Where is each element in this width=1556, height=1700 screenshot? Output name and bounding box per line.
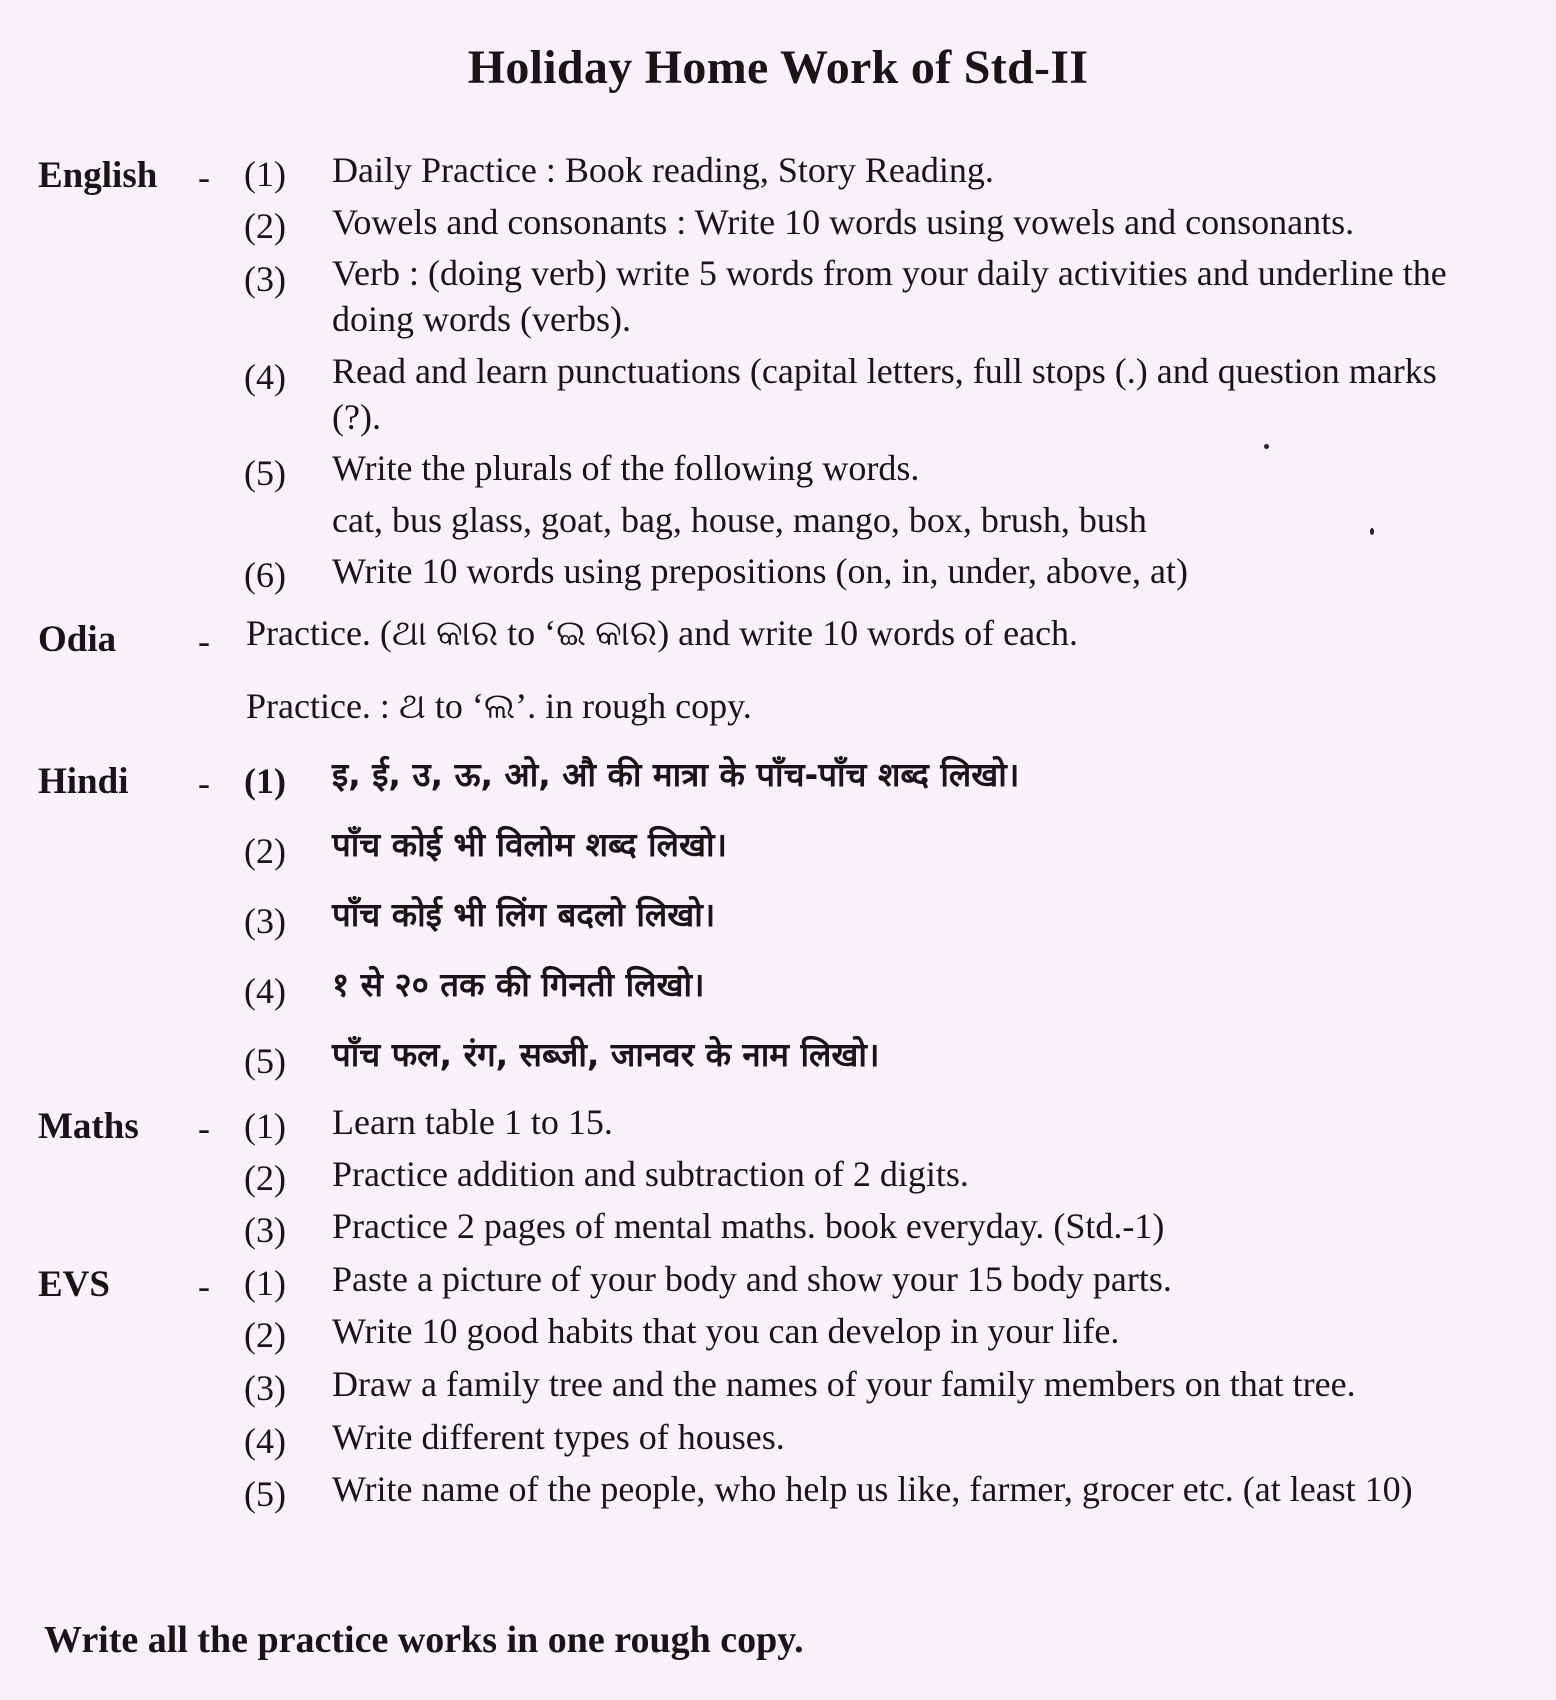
subject-dash: - (198, 1266, 210, 1306)
hindi-item-text: १ से २० तक की गिनती लिखो। (332, 965, 705, 1004)
subject-dash: - (198, 1108, 210, 1148)
evs-item-number: (1) (244, 1263, 286, 1303)
maths-item-text: Practice 2 pages of mental maths. book everyday. (Std.-1) (332, 1206, 1165, 1246)
scan-speck (1370, 528, 1374, 535)
evs-item-number: (2) (244, 1315, 286, 1355)
scan-speck (1264, 444, 1269, 449)
page-title: Holiday Home Work of Std-II (467, 41, 1089, 94)
english-item-text: Verb : (doing verb) write 5 words from your daily activities and underline the doing words (verbs). (332, 253, 1447, 339)
hindi-item-text: पाँच कोई भी लिंग बदलो लिखो। (332, 895, 716, 934)
hindi-item-text: पाँच कोई भी विलोम शब्द लिखो। (332, 825, 728, 864)
english-item-text: Daily Practice : Book reading, Story Reading. (332, 150, 994, 190)
english-item-number: (5) (244, 453, 286, 493)
english-item-text: Write the plurals of the following words. (332, 448, 920, 488)
subject-maths: Maths (38, 1106, 139, 1147)
subject-odia: Odia (38, 619, 117, 660)
evs-item-number: (4) (244, 1421, 286, 1461)
subject-dash: - (198, 763, 210, 803)
evs-item-text: Draw a family tree and the names of your family members on that tree. (332, 1364, 1356, 1404)
subject-dash: - (198, 621, 210, 661)
english-item-number: (6) (244, 555, 286, 595)
maths-item-number: (3) (244, 1210, 286, 1250)
subject-evs: EVS (38, 1264, 110, 1305)
evs-item-text: Write different types of houses. (332, 1417, 785, 1457)
english-item-text: Read and learn punctuations (capital letters, full stops (.) and question marks (?). (332, 351, 1437, 437)
hindi-item-number: (2) (244, 831, 286, 871)
english-item-number: (1) (244, 154, 286, 194)
hindi-item-number: (4) (244, 971, 286, 1011)
evs-item-number: (5) (244, 1474, 286, 1514)
evs-item-text: Write name of the people, who help us like, farmer, grocer etc. (at least 10) (332, 1469, 1413, 1509)
maths-item-number: (2) (244, 1158, 286, 1198)
odia-practice-line: Practice. : ଥ to ‘ଲ’. in rough copy. (246, 686, 752, 726)
subject-hindi: Hindi (38, 761, 129, 802)
footer-note: Write all the practice works in one rough copy. (44, 1619, 804, 1661)
english-word-list: cat, bus glass, goat, bag, house, mango, box, brush, bush (332, 500, 1147, 540)
english-item-text: Vowels and consonants : Write 10 words using vowels and consonants. (332, 202, 1355, 242)
evs-item-number: (3) (244, 1368, 286, 1408)
evs-item-text: Paste a picture of your body and show your 15 body parts. (332, 1259, 1172, 1299)
hindi-item-text: पाँच फल, रंग, सब्जी, जानवर के नाम लिखो। (332, 1035, 880, 1074)
evs-item-text: Write 10 good habits that you can develop in your life. (332, 1311, 1120, 1351)
odia-practice-line: Practice. (ଥା କାର to ‘ଇ କାର) and write 10 words of each. (246, 613, 1079, 653)
hindi-item-number: (1) (244, 761, 286, 801)
english-item-text: Write 10 words using prepositions (on, in, under, above, at) (332, 551, 1188, 591)
hindi-item-number: (3) (244, 901, 286, 941)
maths-item-text: Practice addition and subtraction of 2 digits. (332, 1154, 969, 1194)
maths-item-number: (1) (244, 1106, 286, 1146)
hindi-item-number: (5) (244, 1041, 286, 1081)
english-item-number: (4) (244, 357, 286, 397)
subject-english: English (38, 155, 158, 196)
hindi-item-text: इ, ई, उ, ऊ, ओ, औ की मात्रा के पाँच-पाँच शब्द लिखो। (332, 755, 1020, 794)
maths-item-text: Learn table 1 to 15. (332, 1102, 613, 1142)
english-item-number: (2) (244, 206, 286, 246)
english-item-number: (3) (244, 259, 286, 299)
subject-dash: - (198, 157, 210, 197)
